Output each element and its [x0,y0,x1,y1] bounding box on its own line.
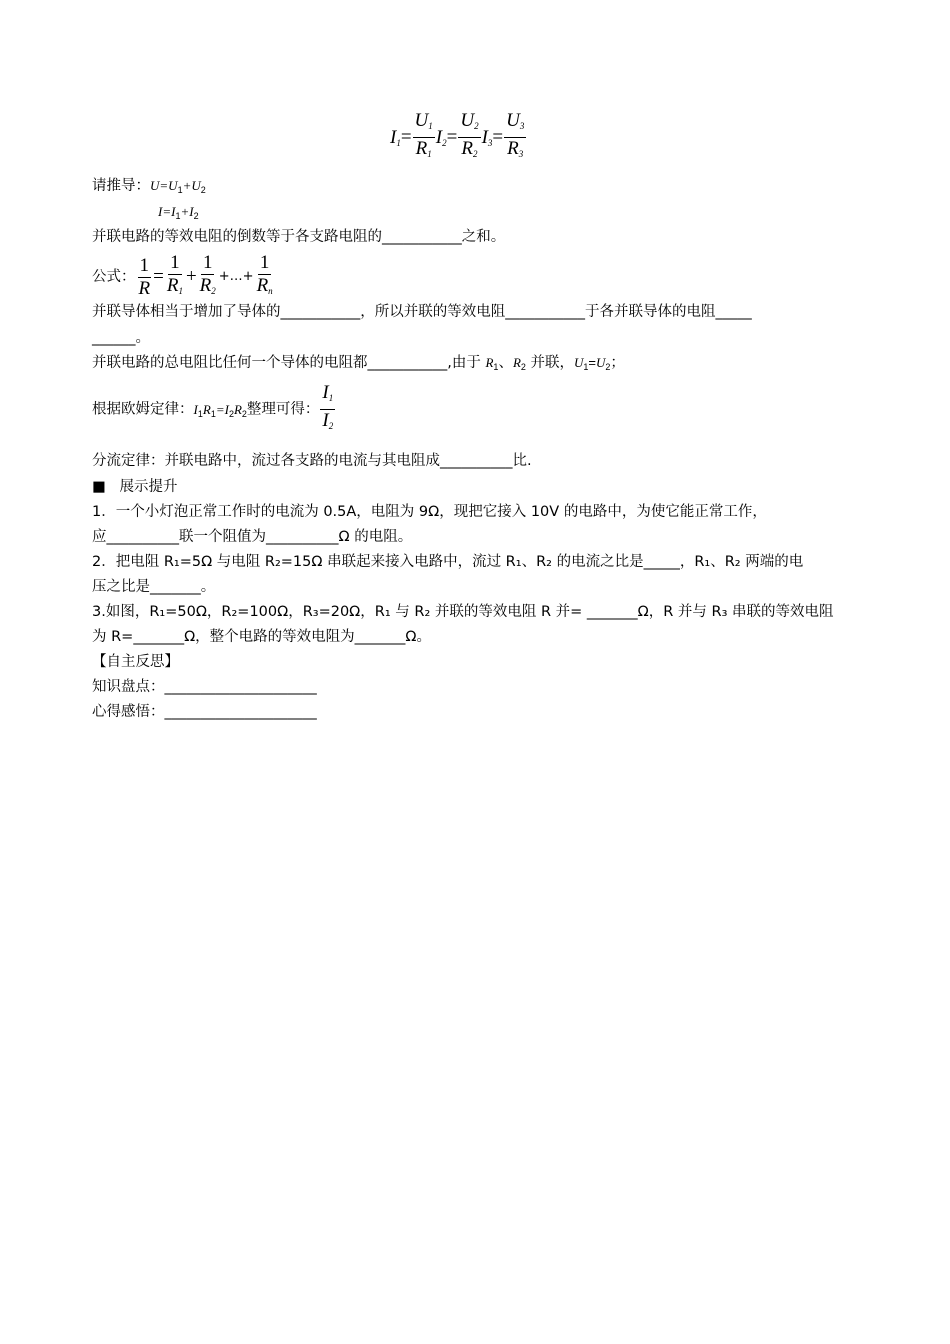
ohm-i2-sub: 2 [228,408,234,419]
tail-mid: 并联， [530,355,575,371]
tail-end: ； [610,355,625,371]
frac-u1-sub: 1 [428,121,433,131]
formula-eq-3: = [492,126,504,148]
parallel-rule-text: 并联电路的等效电阻的倒数等于各支路电阻的___________之和。 [92,229,506,245]
derive-u-eq: U=U [150,178,178,193]
question-3-line-2: 为 R=_______Ω，整个电路的等效电阻为_______Ω。 [92,629,431,645]
ohm-law-line [92,382,336,439]
frac-u3-sub: 3 [519,121,525,131]
frac-rn-den: R [256,275,269,296]
derive-line-1 [92,176,206,200]
ohm-i: I [193,401,198,417]
derive-i1-sub: 1 [175,211,181,221]
frac-u2-r2 [458,110,480,165]
tail-r2: R [512,355,521,370]
insights-label: 心得感悟： [92,704,165,720]
frac-r2: R [461,138,473,159]
ohm-r2-sub: 2 [241,408,247,419]
ohm-tail: 整理可得： [246,401,320,418]
derive-u2-sub: 2 [200,185,206,195]
frac-r2-den-sub: 2 [211,286,216,296]
tail-u1: U [574,355,584,370]
frac-i1-i2 [320,382,335,437]
question-2-line-2: 压之比是_______。 [92,579,216,595]
section-title: 展示提升 [119,479,178,495]
ohm-branch-formulas [390,110,527,165]
tail-eq: = [588,355,597,370]
frac-u2: U [460,110,475,131]
reciprocal-formula-line [92,252,276,302]
formula-i1: I [390,126,397,148]
reflection-title: 【自主反思】 [92,654,179,670]
formula-i2-sub: 2 [442,137,447,148]
ohm-i1-sub: 1 [197,408,203,419]
frac-r1-sub: 1 [427,149,432,159]
frac-u1: U [414,110,429,131]
ohm-eq-i: =I [215,401,229,417]
frac-1-r1-num: 1 [170,252,180,273]
section-heading [92,477,178,497]
frac-u2-sub: 2 [474,121,479,131]
ohm-label: 根据欧姆定律： [92,401,194,418]
frac-r1-den-sub: 1 [178,286,183,296]
formula-label: 公式： [92,269,136,285]
frac-r2-sub: 2 [473,149,478,159]
frac-rn-den-sub: n [268,286,273,296]
frac-1-r2 [198,252,218,302]
formula2-dots: +…+ [218,269,254,284]
shunt-law-text: 分流定律：并联电路中，流过各支路的电流与其电阻成__________比. [92,453,532,469]
formula2-eq: = [153,266,164,287]
tail-u1-sub: 1 [583,362,589,372]
formula-i1-sub: 1 [396,137,401,148]
insights-line [92,702,317,722]
formula2-plus: + [185,266,197,287]
frac-1-r-den: R [138,277,151,299]
tail-sep: 、 [498,355,513,371]
derive-label: 请推导： [92,178,150,194]
total-resistance-line [92,353,625,377]
ohm-r1-sub: 1 [210,408,216,419]
ohm-r: R [202,401,211,417]
frac-r2-den: R [199,275,212,296]
tail-u2-sub: 2 [605,362,611,372]
frac-1-r2-num: 1 [202,252,213,273]
derive-plus-i: +I [180,204,194,219]
frac-r3-sub: 3 [518,149,524,159]
formula-i3: I [481,126,488,148]
frac-1-rn [255,252,275,302]
total-resistance-text: 并联电路的总电阻比任何一个导体的电阻都___________,由于 [92,355,481,371]
frac-i2: I [322,410,329,431]
tail-r1: R [485,355,494,370]
derive-plus-u: +U [182,178,201,193]
parallel-area-line-1: 并联导体相当于增加了导体的___________，所以并联的等效电阻___________于各并联导体的电阻_____ [92,304,752,320]
frac-i1-sub: 1 [328,393,334,403]
tail-r1-sub: 1 [493,362,499,372]
question-1-line-2: 应__________联一个阻值为__________Ω 的电阻。 [92,529,413,545]
question-2-line-1: 2．把电阻 R₁=5Ω 与电阻 R₂=15Ω 串联起来接入电路中，流过 R₁、R₂ 的电流之比是_____，R₁、R₂ 两端的电 [92,554,804,570]
knowledge-summary-line [92,677,317,697]
frac-r1-den: R [166,275,179,296]
parallel-area-line-2: ______。 [92,330,150,346]
frac-i1: I [322,382,329,403]
frac-1-r1 [165,252,185,302]
formula-eq-2: = [446,126,458,148]
frac-1-r [137,255,153,300]
tail-r2-sub: 2 [520,362,526,372]
question-1-line-1: 1．一个小灯泡正常工作时的电流为 0.5A，电阻为 9Ω，现把它接入 10V 的电路中，为使它能正常工作， [92,504,767,520]
insights-blank: _____________________ [164,704,317,720]
frac-r1: R [415,138,428,159]
derive-u1-sub: 1 [177,185,183,195]
frac-u1-r1 [413,110,435,165]
derive-line-2 [158,202,199,226]
derive-i2-sub: 2 [193,211,199,221]
frac-u3-r3 [504,110,526,165]
derive-i-eq: I=I [158,204,176,219]
formula-i3-sub: 3 [487,137,493,148]
ohm-r2: R [233,401,242,417]
frac-1-rn-num: 1 [259,252,270,273]
frac-r3: R [507,138,519,159]
formula-i2: I [435,126,443,148]
section-bullet-icon: ■ [92,479,106,495]
formula-eq-1: = [400,126,412,148]
tail-u2: U [596,355,606,370]
frac-u3: U [506,110,520,131]
frac-i2-sub: 2 [328,421,334,431]
question-3-line-1: 3.如图，R₁=50Ω，R₂=100Ω，R₃=20Ω，R₁ 与 R₂ 并联的等效电阻 R 并= _______Ω，R 并与 R₃ 串联的等效电阻 [92,604,834,620]
knowledge-label: 知识盘点： [92,679,165,695]
frac-1-r-num: 1 [139,254,150,276]
knowledge-blank: _____________________ [164,679,317,695]
